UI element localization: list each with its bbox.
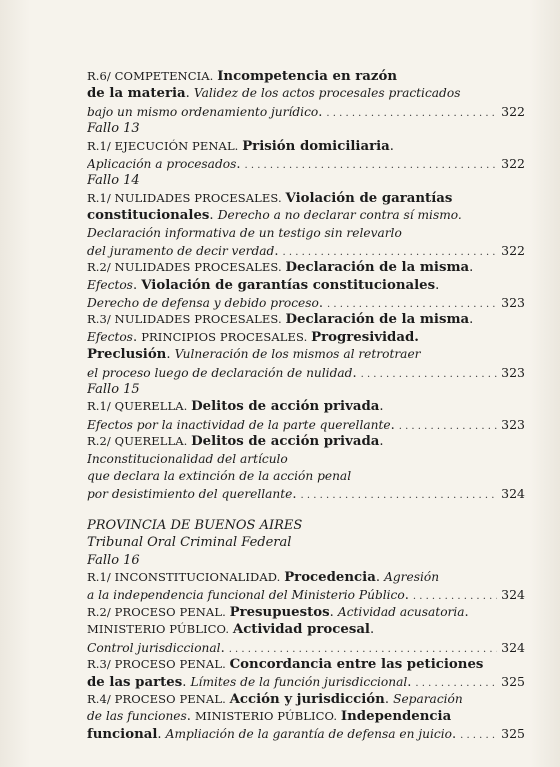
toc-entry[interactable] <box>87 569 525 604</box>
topic-bold-text: Progresividad. <box>311 329 419 345</box>
toc-entry-line <box>87 85 525 102</box>
punctuation-text: . <box>236 156 241 172</box>
toc-entry-line <box>87 190 525 207</box>
toc-entry-line <box>87 604 525 621</box>
punctuation-text: . <box>389 138 394 154</box>
category-text: R.2/ QUERELLA. <box>87 434 192 449</box>
page-number: 322 <box>501 155 525 171</box>
topic-bold-text: Acción y jurisdicción <box>229 691 385 707</box>
page-number: 323 <box>501 295 525 311</box>
description-italic-text: Agresión <box>384 569 440 584</box>
dot-leader <box>399 417 497 433</box>
toc-entry-line <box>87 691 525 708</box>
page-number: 325 <box>501 726 525 742</box>
punctuation-text: . <box>469 312 474 328</box>
punctuation-text: . <box>469 260 474 276</box>
topic-bold-text: Violación de garantías <box>285 190 453 206</box>
toc-entry-line <box>87 468 525 485</box>
fallo-heading: Fallo 14 <box>87 173 140 189</box>
topic-bold-text: de la materia <box>87 86 186 102</box>
toc-entry-last-line <box>87 294 525 311</box>
punctuation-text: . <box>318 296 324 312</box>
dot-leader <box>326 104 497 120</box>
page-number: 324 <box>501 639 525 655</box>
punctuation-text: . <box>369 622 375 638</box>
category-text: R.1/ NULIDADES PROCESALES. <box>87 190 286 205</box>
description-italic-text: Derecho a no declarar contra sí mismo. <box>217 208 462 223</box>
toc-entry-text <box>87 674 411 690</box>
description-italic-text: Control jurisdiccional <box>87 640 221 655</box>
description-italic-text: Efectos por la inactividad de la parte querellante <box>87 417 391 432</box>
punctuation-text: . <box>209 208 218 224</box>
punctuation-text: . <box>379 434 384 450</box>
toc-group-1 <box>87 68 525 503</box>
topic-bold-text: Concordancia entre las peticiones <box>229 656 484 672</box>
dot-leader <box>415 674 497 690</box>
punctuation-text: . <box>182 675 191 691</box>
punctuation-text: . <box>464 604 469 620</box>
toc-entry-text <box>87 295 323 311</box>
category-text: MINISTERIO PÚBLICO. <box>195 709 341 724</box>
topic-bold-text: Independencia <box>340 709 452 725</box>
category-text: R.1/ EJECUCIÓN PENAL. <box>87 138 243 153</box>
description-italic-text: Derecho de defensa y debido proceso <box>87 296 319 311</box>
dot-leader <box>301 486 498 502</box>
description-italic-text: Separación <box>393 691 463 706</box>
topic-bold-text: Presupuestos <box>229 604 330 620</box>
toc-entry-line <box>87 398 525 415</box>
toc-entry[interactable] <box>87 604 525 656</box>
toc-entry-line <box>87 569 525 586</box>
description-italic-text: Ampliación de la garantía de defensa en juicio <box>165 727 452 742</box>
punctuation-text: . <box>318 104 323 120</box>
toc-entry-line <box>87 329 525 346</box>
description-italic-text: Validez de los actos procesales practicados <box>193 86 461 101</box>
dot-leader <box>283 243 498 259</box>
toc-entry-last-line <box>87 639 525 656</box>
category-text: R.3/ NULIDADES PROCESALES. <box>87 312 286 327</box>
toc-entry-last-line <box>87 416 525 433</box>
punctuation-text: . <box>186 709 196 725</box>
topic-bold-text: Declaración de la misma <box>285 260 470 276</box>
toc-entry-line <box>87 259 525 276</box>
toc-entry-last-line <box>87 103 525 120</box>
punctuation-text: . <box>292 487 297 503</box>
toc-entry[interactable] <box>87 311 525 381</box>
punctuation-text: . <box>375 569 385 585</box>
toc-entry-line <box>87 346 525 363</box>
section-gap <box>87 503 525 517</box>
page-number: 322 <box>501 103 525 119</box>
punctuation-text: . <box>132 277 142 293</box>
description-italic-text: Vulneración de los mismos al retrotraer <box>174 347 421 362</box>
toc-entry-line <box>87 656 525 673</box>
topic-bold-text: Procedencia <box>284 569 376 585</box>
toc-entry-last-line <box>87 242 525 259</box>
punctuation-text: . <box>274 243 279 259</box>
topic-bold-text: Delitos de acción privada <box>191 399 380 415</box>
toc-entry-line <box>87 311 525 328</box>
toc-entry-text <box>87 587 409 603</box>
description-italic-text: que declara la extinción de la acción penal <box>87 468 352 483</box>
category-text: R.6/ COMPETENCIA. <box>87 69 218 83</box>
punctuation-text: . <box>185 86 194 102</box>
toc-entry-text <box>87 243 279 259</box>
toc-entry[interactable] <box>87 433 525 503</box>
punctuation-text: . <box>435 277 440 293</box>
category-text: R.3/ PROCESO PENAL. <box>87 656 230 671</box>
punctuation-text: . <box>166 347 175 363</box>
description-italic-text: bajo un mismo ordenamiento jurídico <box>87 104 319 119</box>
dot-leader <box>229 640 497 656</box>
punctuation-text: . <box>379 399 384 415</box>
toc-entry[interactable] <box>87 398 525 433</box>
toc-entry[interactable] <box>87 190 525 260</box>
punctuation-text: . <box>329 604 338 620</box>
toc-entry-line <box>87 451 525 468</box>
category-text: R.2/ PROCESO PENAL. <box>87 604 230 619</box>
topic-bold-text: funcional <box>87 727 158 743</box>
toc-entry-last-line <box>87 725 525 742</box>
toc-entry-line <box>87 138 525 155</box>
toc-entry-last-line <box>87 673 525 690</box>
toc-entry-text <box>87 640 225 656</box>
punctuation-text: . <box>404 588 409 604</box>
topic-bold-text: Incompetencia en razón <box>217 69 397 84</box>
page-number: 323 <box>501 364 525 380</box>
dot-leader <box>361 365 498 381</box>
description-italic-text: Declaración informativa de un testigo sin relevarlo <box>87 225 402 240</box>
toc-entry-text <box>87 104 322 120</box>
description-italic-text: Inconstitucionalidad del artículo <box>87 451 288 466</box>
dot-leader <box>413 587 497 603</box>
toc-entry-line <box>87 277 525 294</box>
toc-entry[interactable] <box>87 691 525 743</box>
toc-entry[interactable] <box>87 259 525 311</box>
description-italic-text: del juramento de decir verdad <box>87 243 275 258</box>
punctuation-text: . <box>220 640 225 656</box>
toc-entry-last-line <box>87 364 525 381</box>
description-italic-text: Aplicación a procesados <box>87 156 237 171</box>
toc-entry-line <box>87 433 525 450</box>
punctuation-text: . <box>352 365 357 381</box>
toc-entry-line <box>87 708 525 725</box>
description-italic-text: el proceso luego de declaración de nulidad <box>87 365 353 380</box>
topic-bold-text: Actividad procesal <box>232 622 370 638</box>
description-italic-text: Actividad acusatoria <box>337 604 465 619</box>
description-italic-text: Límites de la función jurisdiccional <box>190 675 408 690</box>
fallo-heading: Fallo 16 <box>87 552 140 568</box>
section-province-heading: PROVINCIA DE BUENOS AIRES <box>87 517 303 533</box>
category-text: R.1/ QUERELLA. <box>87 399 192 414</box>
table-of-contents <box>87 68 525 743</box>
description-italic-text: a la independencia funcional del Ministerio Público <box>87 588 405 603</box>
topic-bold-text: de las partes <box>87 675 183 691</box>
category-text: PRINCIPIOS PROCESALES. <box>141 329 312 344</box>
topic-bold-text: Delitos de acción privada <box>191 434 380 450</box>
topic-bold-text: Prisión domiciliaria <box>242 138 390 154</box>
punctuation-text: . <box>407 675 412 691</box>
category-text: R.4/ PROCESO PENAL. <box>87 691 230 706</box>
page-number: 323 <box>501 416 525 432</box>
description-italic-text: de las funciones <box>87 709 187 724</box>
punctuation-text: . <box>384 691 394 707</box>
category-text: R.2/ NULIDADES PROCESALES. <box>87 260 286 275</box>
description-italic-text: por desistimiento del querellante <box>87 487 293 502</box>
toc-entry-text <box>87 365 357 381</box>
topic-bold-text: constitucionales <box>87 208 210 224</box>
dot-leader <box>460 726 497 742</box>
toc-entry-text <box>87 417 395 433</box>
description-italic-text: Efectos <box>87 277 133 292</box>
toc-entry-text <box>87 156 240 172</box>
category-text: MINISTERIO PÚBLICO. <box>87 622 233 637</box>
toc-entry-line <box>87 207 525 224</box>
section-court-heading: Tribunal Oral Criminal Federal <box>87 535 292 551</box>
toc-entry-line <box>87 621 525 638</box>
toc-entry[interactable] <box>87 138 525 173</box>
page-number: 324 <box>501 486 525 502</box>
toc-entry[interactable] <box>87 68 525 120</box>
page-number: 324 <box>501 587 525 603</box>
punctuation-text: . <box>390 417 395 433</box>
toc-entry-last-line <box>87 586 525 603</box>
dot-leader <box>244 156 497 172</box>
page-number: 325 <box>501 674 525 690</box>
toc-entry-last-line <box>87 155 525 172</box>
punctuation-text: . <box>157 727 166 743</box>
toc-entry-line <box>87 68 525 85</box>
page-number: 322 <box>501 242 525 258</box>
punctuation-text: . <box>132 329 142 345</box>
topic-bold-text: Preclusión <box>87 347 167 363</box>
topic-bold-text: Declaración de la misma <box>285 312 470 328</box>
fallo-heading: Fallo 13 <box>87 121 140 137</box>
fallo-heading: Fallo 15 <box>87 382 140 398</box>
topic-bold-text: Violación de garantías constitucionales <box>141 277 436 293</box>
description-italic-text: Efectos <box>87 329 133 344</box>
category-text: R.1/ INCONSTITUCIONALIDAD. <box>87 569 285 584</box>
toc-entry[interactable] <box>87 656 525 691</box>
toc-group-2 <box>87 552 525 743</box>
toc-entry-last-line <box>87 485 525 502</box>
punctuation-text: . <box>451 727 457 743</box>
dot-leader <box>327 295 497 311</box>
toc-entry-line <box>87 225 525 242</box>
toc-entry-text <box>87 726 456 742</box>
toc-entry-text <box>87 486 297 502</box>
